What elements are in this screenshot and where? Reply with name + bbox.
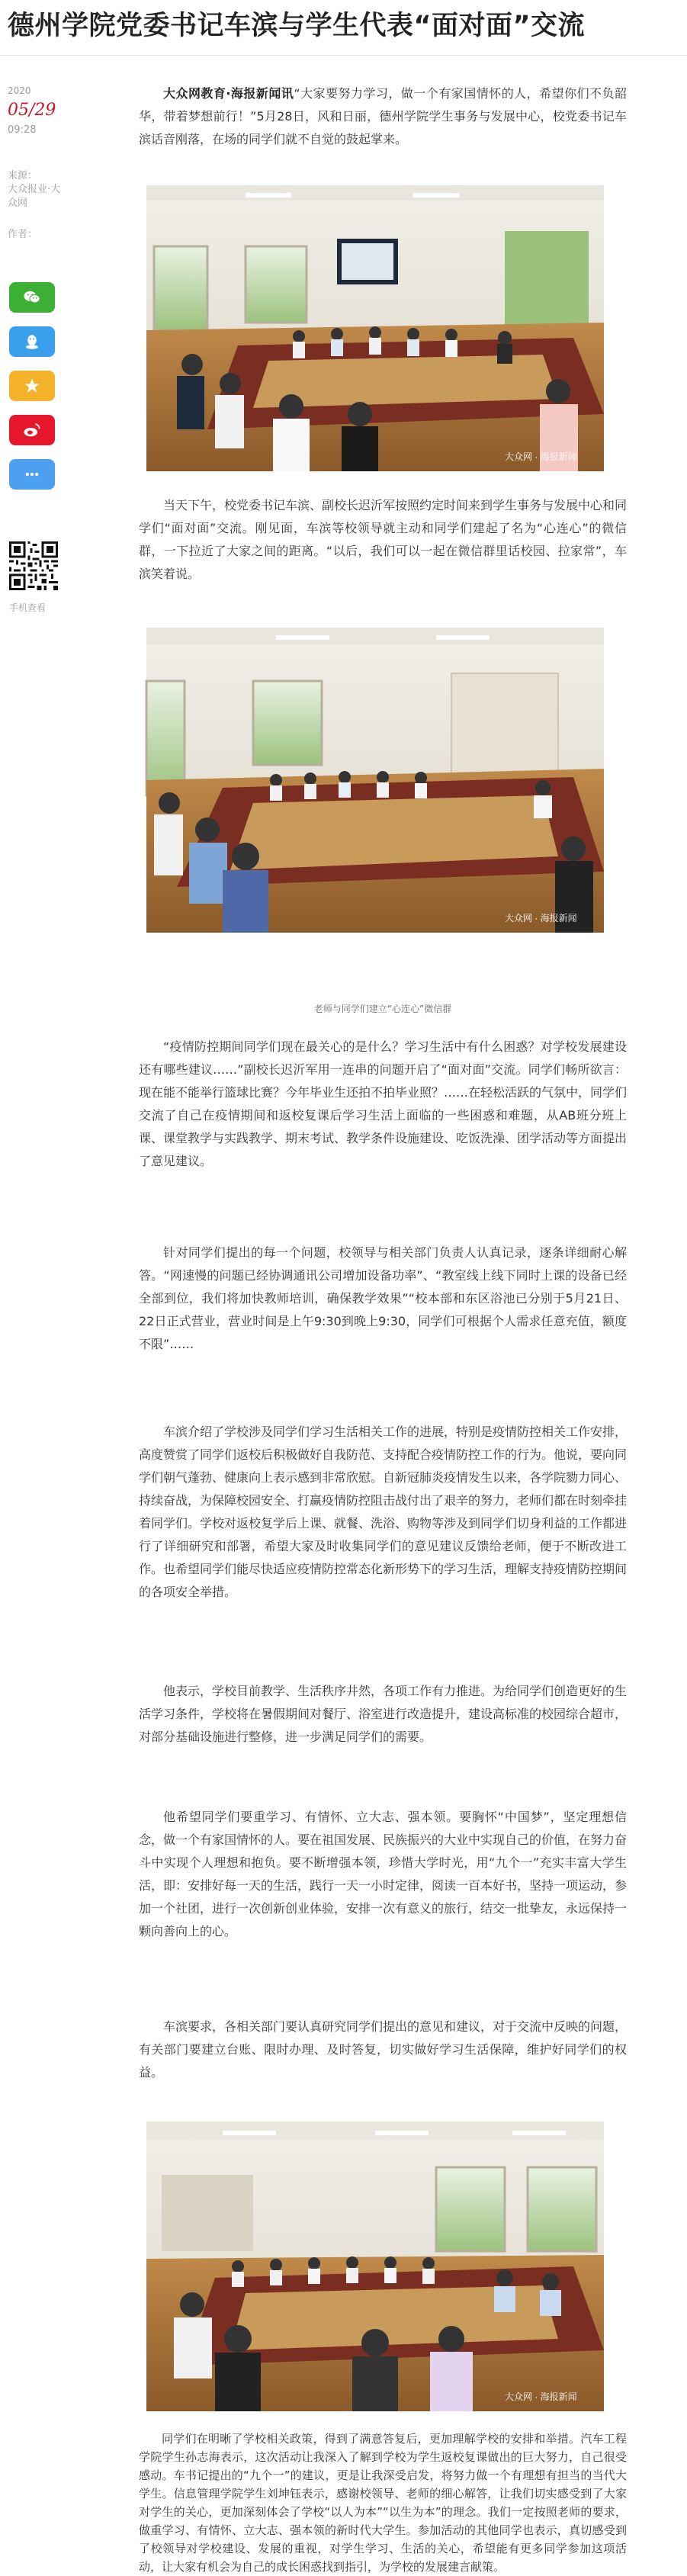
paragraph-1-text: “大家要努力学习，做一个有家国情怀的人，希望你们不负韶华，带着梦想前行！”5月28日，风和日丽，德州学院学生事务与发展中心，校党委书记车滨话音刚落，在场的同学们就不自觉的鼓起掌来。 bbox=[139, 86, 627, 146]
article-paragraph-4: 针对同学们提出的每一个问题，校领导与相关部门负责人认真记录，逐条详细耐心解答。“网速慢的问题已经协调通讯公司增加设备功率”、“教室线上线下同时上课的设备已经全部到位，我们将加快教师培训，确保教学效果”“校本部和东区浴池已分别于5月21日、22日正式营业，营业时间是上午9:30到晚上9:30，同学们可根据个人需求任意充值，额度不限”…… bbox=[139, 1245, 627, 1351]
share-wechat-button[interactable] bbox=[9, 282, 55, 313]
qq-icon bbox=[21, 331, 43, 352]
publish-time: 09:28 bbox=[8, 124, 37, 136]
title-divider bbox=[0, 55, 687, 56]
qr-label: 手机查看 bbox=[9, 602, 47, 613]
qr-code bbox=[9, 541, 58, 590]
publish-year: 2020 bbox=[8, 85, 31, 96]
qzone-icon bbox=[21, 375, 43, 397]
article-paragraph-5: 车滨介绍了学校涉及同学们学习生活相关工作的进展，特别是疫情防控相关工作安排，高度赞赏了同学们返校后积极做好自我防范、支持配合疫情防控工作的行为。他说，要向同学们朝气蓬勃、健康向上表示感到非常欣慰。自新冠肺炎疫情发生以来，各学院勠力同心、持续奋战，为保障校园安全、打赢疫情防控阻击战付出了艰辛的努力，老师们都在时刻牵挂着同学们。学校对返校复学后上课、就餐、洗浴、购物等涉及到同学们切身利益的工作都进行了详细研究和部署，希望大家及时收集同学们的意见建议反馈给老师，便于不断改进工作。也希望同学们能尽快适应疫情防控常态化新形势下的学习生活，理解支持疫情防控期间的各项安全举措。 bbox=[139, 1425, 628, 1599]
photo-watermark: 大众网 · 海报新闻 bbox=[505, 2391, 577, 2402]
source-label: 来源： bbox=[8, 170, 38, 181]
author-label: 作者： bbox=[8, 229, 38, 240]
source-line bbox=[8, 169, 63, 210]
photo-caption: 老师与同学们建立“心连心”微信群 bbox=[313, 1004, 452, 1014]
title-bar bbox=[0, 0, 687, 53]
share-more-button[interactable] bbox=[9, 459, 55, 490]
page-title: 德州学院党委书记车滨与学生代表“面对面”交流 bbox=[8, 11, 586, 41]
source-name[interactable]: 大众报业·大众网 bbox=[8, 184, 61, 209]
article-paragraph-8: 车滨要求，各相关部门要认真研究同学们提出的意见和建议，对于交流中反映的问题，有关部门要建立台账、限时办理、及时答复，切实做好学习生活保障，维护好同学们的权益。 bbox=[139, 2019, 628, 2080]
weibo-icon bbox=[21, 419, 43, 441]
wechat-icon bbox=[21, 287, 43, 308]
more-icon bbox=[21, 464, 43, 485]
article-paragraph-9: 同学们在明晰了学校相关政策，得到了满意答复后，更加理解学校的安排和举措。汽车工程学院学生孙志海表示，这次活动让我深入了解到学校为学生返校复课做出的巨大努力，自己很受感动。车书记提出的“九个一”的建议，更是让我深受启发，将努力做一个有理想有担当的当代大学生。信息管理学院学生刘坤钰表示，感谢校领导、老师的细心解答，让我们切实感受到了大家对学生的关心，更加深刻体会了学校“以人为本”“以生为本”的理念。我们一定按照老师的要求，做重学习、有情怀、立大志、强本领的新时代大学生。参加活动的其他同学也表示，真切感受到了校领导对学校建设、发展的重视，对学生学习、生活的关心，希望能有更多同学参加这项活动，让大家有机会为自己的成长困惑找到指引，为学校的发展建言献策。 bbox=[139, 2432, 627, 2574]
share-qq-button[interactable] bbox=[9, 326, 55, 357]
article-paragraph-1 bbox=[139, 82, 627, 151]
meeting-photo-2 bbox=[146, 628, 604, 933]
article-meta bbox=[8, 85, 63, 240]
meeting-photo-3 bbox=[146, 2122, 604, 2411]
article-paragraph-6: 他表示，学校目前教学、生活秩序井然，各项工作有力推进。为给同学们创造更好的生活学习条件，学校将在暑假期间对餐厅、浴室进行改造提升，建设高标准的校园综合超市，对部分基础设施进行整修，进一步满足同学们的需要。 bbox=[139, 1684, 628, 1744]
photo-watermark: 大众网 · 海报新闻 bbox=[505, 451, 577, 462]
article-paragraph-3: “疫情防控期间同学们现在最关心的是什么？学习生活中有什么困惑？对学校发展建设还有哪些建议……”副校长迟沂军用一连串的问题开启了“面对面”交流。同学们畅所欲言：现在能不能举行篮球比赛？今年毕业生还拍不拍毕业照？……在轻松活跃的气氛中，同学们交流了自己在疫情期间和返校复课后学习生活上面临的一些困惑和难题，从AB班分班上课、课堂教学与实践教学、期末考试、教学条件设施建设、吃饭洗澡、团学活动等方面提出了意见建议。 bbox=[139, 1039, 628, 1168]
share-weibo-button[interactable] bbox=[9, 415, 55, 445]
meeting-photo-1 bbox=[146, 185, 604, 471]
share-qzone-button[interactable] bbox=[9, 371, 55, 401]
photo-watermark: 大众网 · 海报新闻 bbox=[505, 913, 577, 923]
lead-source: 大众网教育·海报新闻讯 bbox=[163, 86, 294, 101]
article-paragraph-7: 他希望同学们要重学习、有情怀、立大志、强本领。要胸怀“中国梦”，坚定理想信念，做一个有家国情怀的人。要在祖国发展、民族振兴的大业中实现自己的价值，在努力奋斗中实现个人理想和抱负。要不断增强本领，珍惜大学时光，用“九个一”充实丰富大学生活，即：安排好每一天的生活，践行一天一小时定律，阅读一百本好书，坚持一项运动，参加一个社团，进行一次创新创业体验，安排一次有意义的旅行，结交一批挚友，永远保持一颗向善向上的心。 bbox=[139, 1810, 628, 1938]
article-paragraph-2: 当天下午，校党委书记车滨、副校长迟沂军按照约定时间来到学生事务与发展中心和同学们“面对面”交流。刚见面，车滨等校领导就主动和同学们建起了名为“心连心”的微信群，一下拉近了大家之间的距离。“以后，我们可以一起在微信群里话校园、拉家常”，车滨笑着说。 bbox=[139, 498, 628, 581]
publish-date: 05/29 bbox=[8, 101, 56, 120]
